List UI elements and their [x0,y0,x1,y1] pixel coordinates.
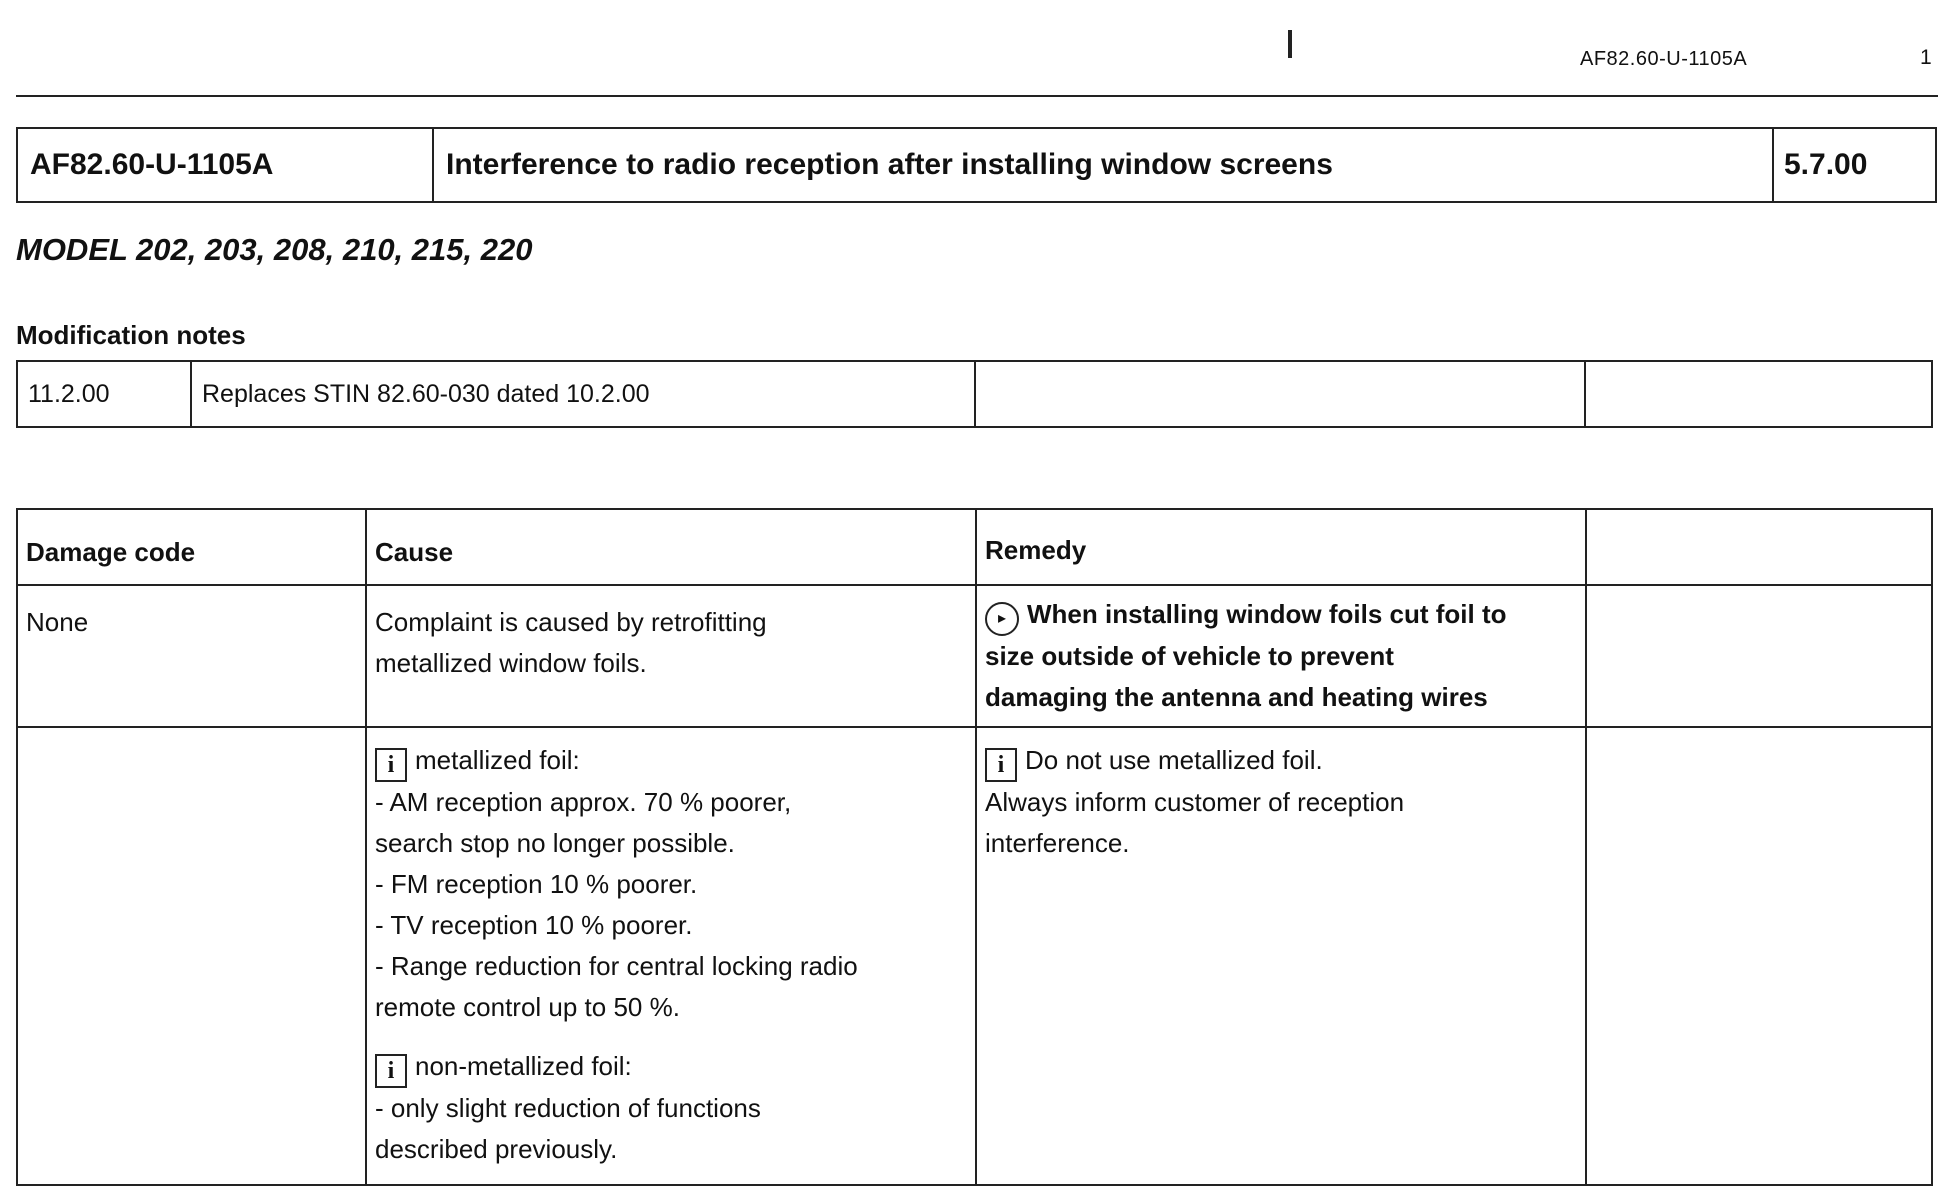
document-date: 5.7.00 [1784,148,1868,181]
header-rule [16,95,1938,97]
modification-empty-cell [976,362,1586,426]
remedy-line: Always inform customer of reception [985,787,1405,817]
cause-block-title: i metallized foil: [375,740,975,782]
cause-line: search stop no longer possible. [375,828,735,858]
document-reference: AF82.60-U-1105A [18,129,434,201]
header-damage-code: Damage code [26,537,196,567]
cause-line: - FM reception 10 % poorer. [375,869,698,899]
info-box-icon: i [375,1054,407,1088]
modification-note: Replaces STIN 82.60-030 dated 10.2.00 [192,362,976,426]
info-box-icon: i [985,748,1017,782]
modification-empty-cell [1586,362,1931,426]
title-box [16,127,1937,203]
column-divider [1585,510,1587,1184]
model-line: MODEL 202, 203, 208, 210, 215, 220 [16,232,533,267]
row2-cause [367,740,975,1170]
cause-line: - AM reception approx. 70 % poorer, [375,787,792,817]
header-cause: Cause [375,537,454,567]
cause-line: metallized window foils. [375,648,647,678]
info-box-icon: i [375,748,407,782]
row1-remedy [977,594,1585,718]
damage-code-value: None [26,607,89,637]
cause-line: remote control up to 50 %. [375,992,680,1022]
remedy-line: i Do not use metallized foil. [985,740,1585,782]
scan-mark [1288,30,1292,58]
modification-notes-table [16,360,1933,428]
row1-cause [367,602,975,684]
note-circle-icon: ▸ [985,602,1019,636]
cause-line: Complaint is caused by retrofitting [375,607,767,637]
row2-remedy [977,740,1585,864]
document-title: Interference to radio reception after installing window screens [434,129,1774,201]
cause-block-title: i non-metallized foil: [375,1046,975,1088]
remedy-line: size outside of vehicle to prevent [985,641,1394,671]
modification-date: 11.2.00 [18,362,192,426]
cause-line: - only slight reduction of functions [375,1093,761,1123]
cause-line: - TV reception 10 % poorer. [375,910,693,940]
running-header-reference: AF82.60-U-1105A [1580,48,1748,70]
modification-notes-label: Modification notes [16,320,246,350]
remedy-line: damaging the antenna and heating wires [985,682,1488,712]
page-number: 1 [1920,46,1932,69]
cause-line: described previously. [375,1134,618,1164]
header-remedy: Remedy [985,535,1087,565]
row-divider [18,584,1931,586]
remedy-line: interference. [985,828,1130,858]
remedy-line: ▸ When installing window foils cut foil to [985,594,1585,636]
cause-line: - Range reduction for central locking radio [375,951,858,981]
damage-table [16,508,1933,1186]
row-divider [18,726,1931,728]
